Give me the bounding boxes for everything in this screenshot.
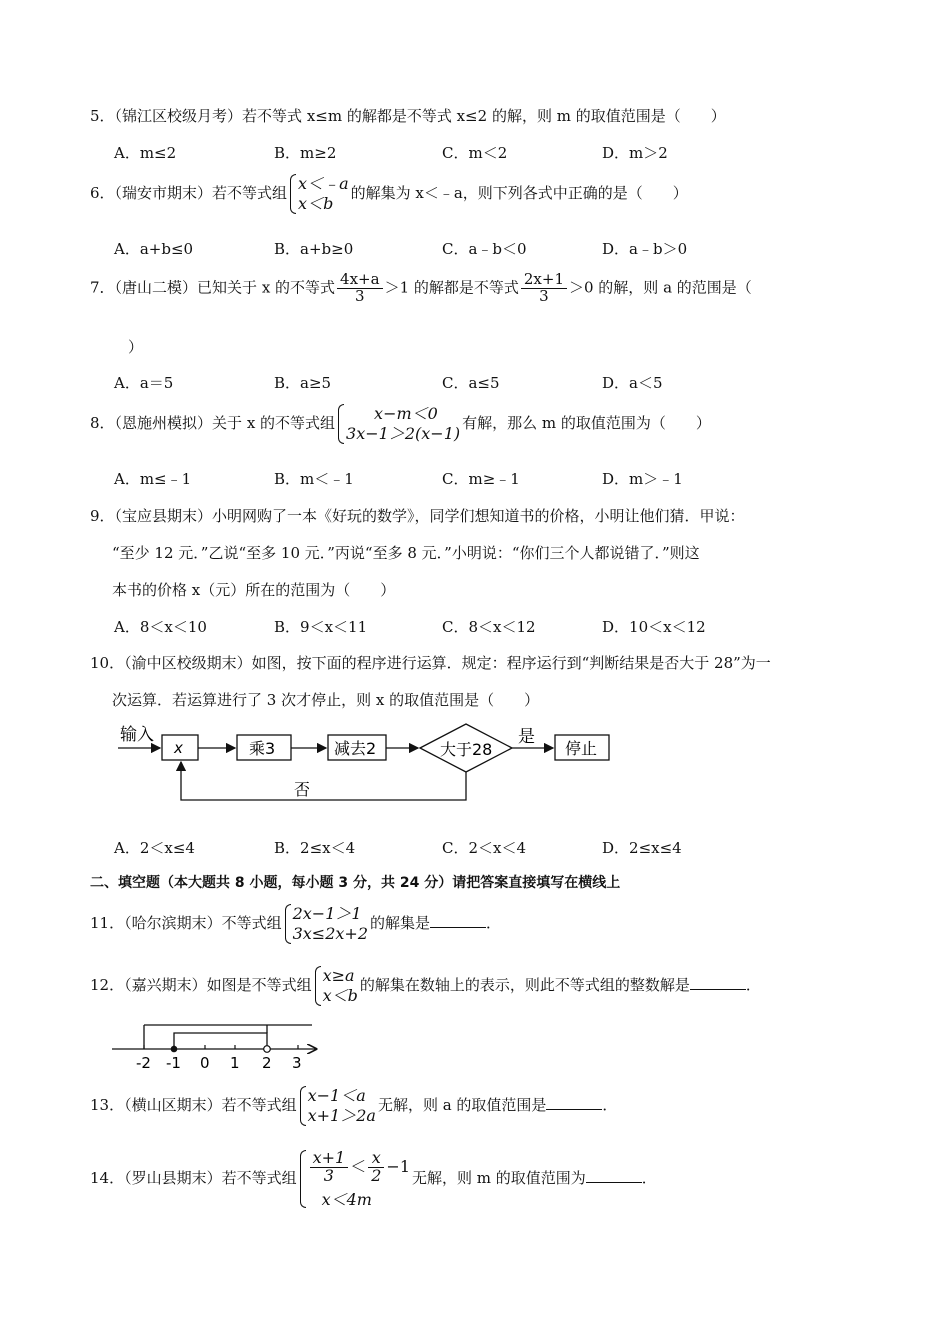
q7-cont: ） bbox=[128, 338, 144, 356]
q9-option-d: D．10＜x＜12 bbox=[602, 618, 706, 636]
q13-period: ． bbox=[602, 1096, 618, 1114]
tick-label: -2 bbox=[136, 1054, 151, 1072]
q14-answer-blank bbox=[586, 1168, 642, 1183]
q8-post: 有解，那么 m 的取值范围为（ ） bbox=[462, 414, 711, 432]
tick-label: 3 bbox=[292, 1054, 302, 1072]
q7-fraction-2: $\frac{2x+1}{3}$ bbox=[521, 272, 567, 305]
q6-option-a: A．a+b≤0 bbox=[114, 240, 194, 258]
q13-system bbox=[299, 1086, 376, 1126]
q13-sys-row2: x+1＞2a bbox=[307, 1106, 376, 1125]
q10-flowchart bbox=[110, 718, 630, 808]
q7-post: ＞0 的解，则 a 的范围是（ bbox=[569, 278, 752, 297]
q12-answer-blank bbox=[690, 975, 746, 990]
flow-x-label: x bbox=[174, 739, 183, 757]
q11-sys-row1: 2x−1＞1 bbox=[292, 904, 362, 923]
q5-option-d: D．m＞2 bbox=[602, 144, 668, 162]
q14-sys-row2: x＜4m bbox=[321, 1189, 372, 1209]
q13-pre: 13．（横山区期末）若不等式组 bbox=[90, 1096, 297, 1114]
q13-post: 无解，则 a 的取值范围是 bbox=[377, 1096, 547, 1114]
q6-sys-row2: x＜b bbox=[298, 194, 334, 213]
q13-answer-blank bbox=[546, 1095, 602, 1110]
q11-period: ． bbox=[486, 914, 502, 932]
q6-option-b: B．a+b≥0 bbox=[274, 240, 354, 258]
q12-stem bbox=[90, 966, 761, 1006]
q7-option-c: C．a≤5 bbox=[442, 374, 500, 392]
q10-option-d: D．2≤x≤4 bbox=[602, 839, 682, 857]
q11-pre: 11．（哈尔滨期末）不等式组 bbox=[90, 914, 282, 932]
flow-condition-label: 大于28 bbox=[440, 740, 493, 759]
q7-option-b: B．a≥5 bbox=[274, 374, 332, 392]
q14-fraction-a: $\frac{x+1}{3}$ bbox=[310, 1150, 349, 1185]
q6-option-d: D．a﹣b＞0 bbox=[602, 240, 688, 258]
q12-sys-row1: x≥a bbox=[322, 966, 355, 985]
q6-pre: 6．（瑞安市期末）若不等式组 bbox=[90, 184, 288, 202]
q14-system bbox=[299, 1150, 410, 1208]
q5-option-a: A．m≤2 bbox=[114, 144, 177, 162]
q14-minus-one: −1 bbox=[386, 1156, 410, 1176]
q12-sys-row2: x＜b bbox=[322, 986, 358, 1005]
section-2-heading: 二、填空题（本大题共 8 小题，每小题 3 分，共 24 分）请把答案直接填写在横线上 bbox=[90, 875, 621, 891]
q14-post: 无解，则 m 的取值范围为 bbox=[412, 1169, 586, 1188]
tick-label: 0 bbox=[200, 1054, 210, 1072]
flow-yes-label: 是 bbox=[518, 727, 535, 747]
q12-post: 的解集在数轴上的表示，则此不等式组的整数解是 bbox=[359, 976, 690, 994]
q6-system bbox=[289, 174, 349, 214]
q8-option-b: B．m＜﹣1 bbox=[274, 470, 354, 488]
q12-system bbox=[314, 966, 358, 1006]
tick-label: 2 bbox=[262, 1054, 272, 1072]
q8-pre: 8．（恩施州模拟）关于 x 的不等式组 bbox=[90, 414, 336, 432]
q5-stem: 5．（锦江区校级月考）若不等式 x≤m 的解都是不等式 x≤2 的解，则 m 的取值范围是（ ） bbox=[90, 107, 726, 125]
q11-system bbox=[284, 904, 368, 944]
tick-label: 1 bbox=[230, 1054, 240, 1072]
q10-option-a: A．2＜x≤4 bbox=[114, 839, 195, 857]
q8-sys-row2: 3x−1＞2(x−1) bbox=[346, 424, 461, 443]
flow-input-label: 输入 bbox=[120, 725, 154, 745]
flow-stop-label: 停止 bbox=[565, 739, 598, 758]
flow-subtract-label: 减去2 bbox=[334, 739, 377, 758]
q14-lt: ＜ bbox=[350, 1156, 367, 1176]
q11-answer-blank bbox=[430, 913, 486, 928]
closed-point-icon bbox=[171, 1046, 178, 1053]
q8-option-a: A．m≤﹣1 bbox=[114, 470, 192, 488]
q14-pre: 14．（罗山县期末）若不等式组 bbox=[90, 1169, 297, 1188]
q9-option-b: B．9＜x＜11 bbox=[274, 618, 368, 636]
q11-post: 的解集是 bbox=[370, 914, 431, 932]
q13-sys-row1: x−1＜a bbox=[307, 1086, 366, 1105]
q12-number-line bbox=[110, 1018, 330, 1072]
q10-line-2: 次运算．若运算进行了 3 次才停止，则 x 的取值范围是（ ） bbox=[112, 691, 540, 709]
q7-option-a: A．a＝5 bbox=[114, 374, 174, 392]
q7-fraction-1: $\frac{4x+a}{3}$ bbox=[337, 272, 383, 305]
q6-stem bbox=[90, 174, 688, 214]
open-point-icon bbox=[264, 1046, 271, 1053]
q8-stem bbox=[90, 404, 711, 444]
q11-sys-row2: 3x≤2x+2 bbox=[292, 924, 368, 943]
q10-line-1: 10．（渝中区校级期末）如图，按下面的程序进行运算．规定：程序运行到“判断结果是否大于 28”为一 bbox=[90, 654, 771, 672]
q7-stem bbox=[90, 272, 752, 305]
q14-sys-row1 bbox=[308, 1150, 410, 1185]
flow-multiply-label: 乘3 bbox=[249, 739, 276, 758]
q9-line-2: “至少 12 元．”乙说“至多 10 元．”丙说“至多 8 元．”小明说：“你们三个人都说错了．”则这 bbox=[112, 544, 700, 562]
q5-option-b: B．m≥2 bbox=[274, 144, 337, 162]
q9-line-1: 9．（宝应县期末）小明网购了一本《好玩的数学》，同学们想知道书的价格，小明让他们猜．甲说： bbox=[90, 507, 745, 525]
q14-stem bbox=[90, 1150, 657, 1208]
q6-post: 的解集为 x＜﹣a，则下列各式中正确的是（ ） bbox=[350, 184, 688, 202]
q6-sys-row1: x＜﹣a bbox=[298, 174, 349, 193]
q11-stem bbox=[90, 904, 501, 944]
q6-option-c: C．a﹣b＜0 bbox=[442, 240, 527, 258]
q14-fraction-b: $\frac{x}{2}$ bbox=[368, 1150, 384, 1185]
q8-option-d: D．m＞﹣1 bbox=[602, 470, 683, 488]
flow-no-label: 否 bbox=[294, 780, 311, 799]
q7-pre: 7．（唐山二模）已知关于 x 的不等式 bbox=[90, 278, 336, 297]
q13-stem bbox=[90, 1086, 617, 1126]
tick-label: -1 bbox=[166, 1054, 181, 1072]
q9-option-a: A．8＜x＜10 bbox=[114, 618, 207, 636]
q14-period: ． bbox=[641, 1169, 657, 1188]
q8-sys-row1: x−m＜0 bbox=[374, 404, 438, 423]
q7-option-d: D．a＜5 bbox=[602, 374, 663, 392]
q9-line-3: 本书的价格 x（元）所在的范围为（ ） bbox=[112, 581, 396, 599]
q10-option-c: C．2＜x＜4 bbox=[442, 839, 527, 857]
q8-option-c: C．m≥﹣1 bbox=[442, 470, 520, 488]
q5-option-c: C．m＜2 bbox=[442, 144, 508, 162]
q12-pre: 12．（嘉兴期末）如图是不等式组 bbox=[90, 976, 312, 994]
q12-period: ． bbox=[745, 976, 761, 994]
q7-mid: ＞1 的解都是不等式 bbox=[384, 278, 519, 297]
q8-system bbox=[337, 404, 460, 444]
q10-option-b: B．2≤x＜4 bbox=[274, 839, 356, 857]
q9-option-c: C．8＜x＜12 bbox=[442, 618, 536, 636]
